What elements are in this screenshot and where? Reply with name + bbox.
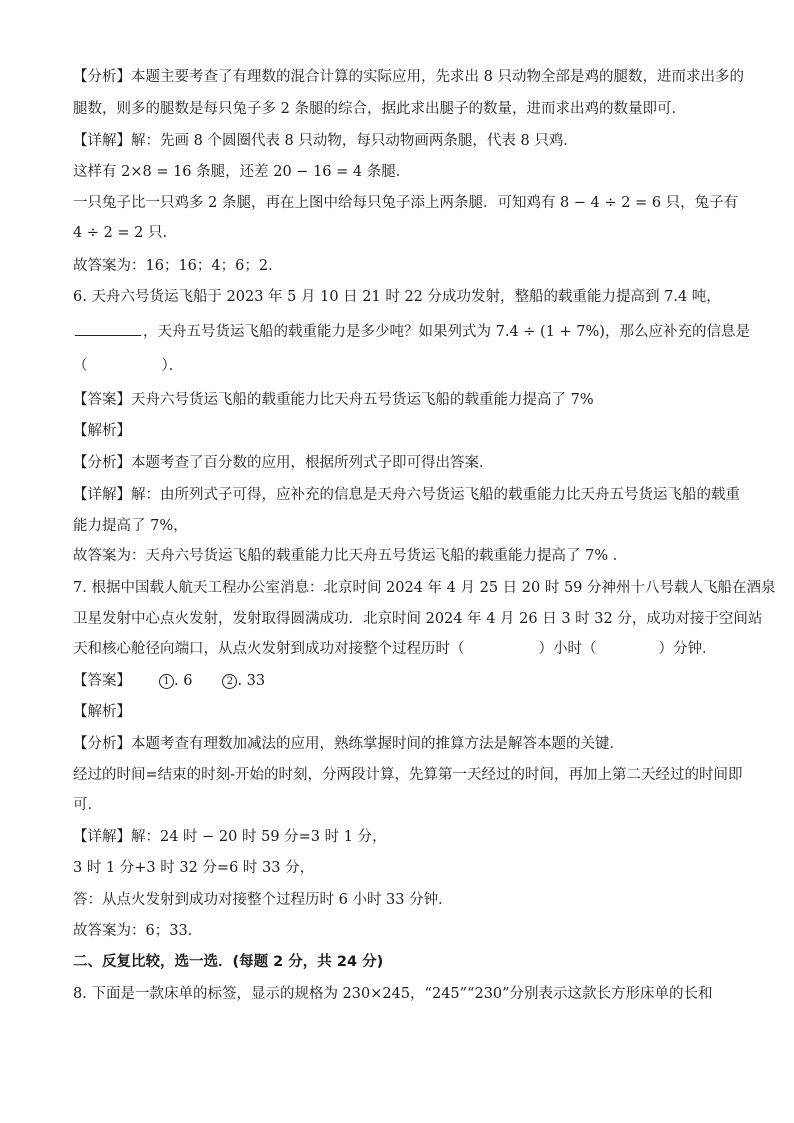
q6-answer: 【答案】天舟六号货运飞船的载重能力比天舟五号货运飞船的载重能力提高了 7% <box>73 392 594 408</box>
q7-answer: 【答案】 1 . 6 2 . 33 <box>73 673 266 689</box>
circled-number-2: 2 <box>222 674 237 689</box>
q7-detail-line-2: 3 时 1 分+3 时 32 分=6 时 33 分， <box>73 860 315 876</box>
q8-stem-line-1: 8. 下面是一款床单的标签，显示的规格为 230×245，“245”“230”分别表示这款长方形床单的长和 <box>73 986 713 1002</box>
detail-line-1: 【详解】解：先画 8 个圆圈代表 8 只动物，每只动物画两条腿，代表 8 只鸡． <box>73 133 578 149</box>
q7-detail-line-3: 答：从点火发射到成功对接整个过程历时 6 小时 33 分钟． <box>73 892 453 908</box>
q7-result: 故答案为：6；33． <box>73 923 203 939</box>
q6-analysis: 【分析】本题考查了百分数的应用，根据所列式子即可得出答案． <box>73 455 494 471</box>
analysis-line-2: 腿数，则多的腿数是每只兔子多 2 条腿的综合，据此求出腿子的数量，进而求出鸡的数量即可． <box>73 101 686 117</box>
circled-number-1: 1 <box>159 674 174 689</box>
q7-analysis: 【分析】本题考查有理数加减法的应用，熟练掌握时间的推算方法是解答本题的关键． <box>73 736 624 752</box>
detail-line-2: 这样有 2×8 = 16 条腿，还差 20 − 16 = 4 条腿． <box>73 164 411 180</box>
detail-line-4: 4 ÷ 2 = 2 只． <box>73 225 178 241</box>
q7-answer-1: . 6 <box>174 673 193 689</box>
q6-detail-line-1: 【详解】解：由所列式子可得，应补充的信息是天舟六号货运飞船的载重能力比天舟五号货运飞船的载重 <box>73 487 740 503</box>
q7-stem-line-1: 7. 根据中国载人航天工程办公室消息：北京时间 2024 年 4 月 25 日 20 时 59 分神州十八号载人飞船在酒泉 <box>73 580 776 596</box>
detail-line-3: 一只兔子比一只鸡多 2 条腿，再在上图中给每只兔子添上两条腿．可知鸡有 8 − 4 ÷ 2 = 6 只，兔子有 <box>73 195 739 211</box>
analysis-line-1: 【分析】本题主要考查了有理数的混合计算的实际应用，先求出 8 只动物全部是鸡的腿数，进而求出多的 <box>73 69 744 85</box>
q7-explanation-line-1: 经过的时间=结束的时刻-开始的时刻，分两段计算，先算第一天经过的时间，再加上第二天经过的时间即 <box>73 767 743 783</box>
q6-stem-line-2: ，天舟五号货运飞船的载重能力是多少吨？如果列式为 7.4 ÷ (1 + 7%)，那么应补充的信息是 <box>73 321 750 342</box>
result-line: 故答案为：16；16；4；6；2． <box>73 258 283 274</box>
q6-stem-line-1: 6. 天舟六号货运飞船于 2023 年 5 月 10 日 21 时 22 分成功发射，整船的载重能力提高到 7.4 吨， <box>73 289 721 305</box>
q6-stem-line-3: （ ）． <box>73 358 184 374</box>
section-2-title: 二、反复比较，选一选．(每题 2 分，共 24 分) <box>73 954 384 970</box>
q7-detail-line-1: 【详解】解：24 时 − 20 时 59 分=3 时 1 分， <box>73 829 387 845</box>
q6-detail-line-2: 能力提高了 7%， <box>73 518 188 534</box>
q6-fill-blank[interactable] <box>75 321 141 336</box>
q6-jiexi-label: 【解析】 <box>73 423 131 439</box>
q6-result: 故答案为：天舟六号货运飞船的载重能力比天舟五号货运飞船的载重能力提高了 7% ． <box>73 548 628 564</box>
q7-jiexi-label: 【解析】 <box>73 704 131 720</box>
q7-stem-line-2: 卫星发射中心点火发射，发射取得圆满成功．北京时间 2024 年 4 月 26 日 3 时 32 分，成功对接于空间站 <box>73 611 763 627</box>
q7-answer-2: . 33 <box>237 673 266 689</box>
q7-explanation-line-2: 可． <box>73 797 102 813</box>
q7-stem-line-3: 天和核心舱径向端口，从点火发射到成功对接整个过程历时（ ）小时（ ）分钟． <box>73 641 717 657</box>
